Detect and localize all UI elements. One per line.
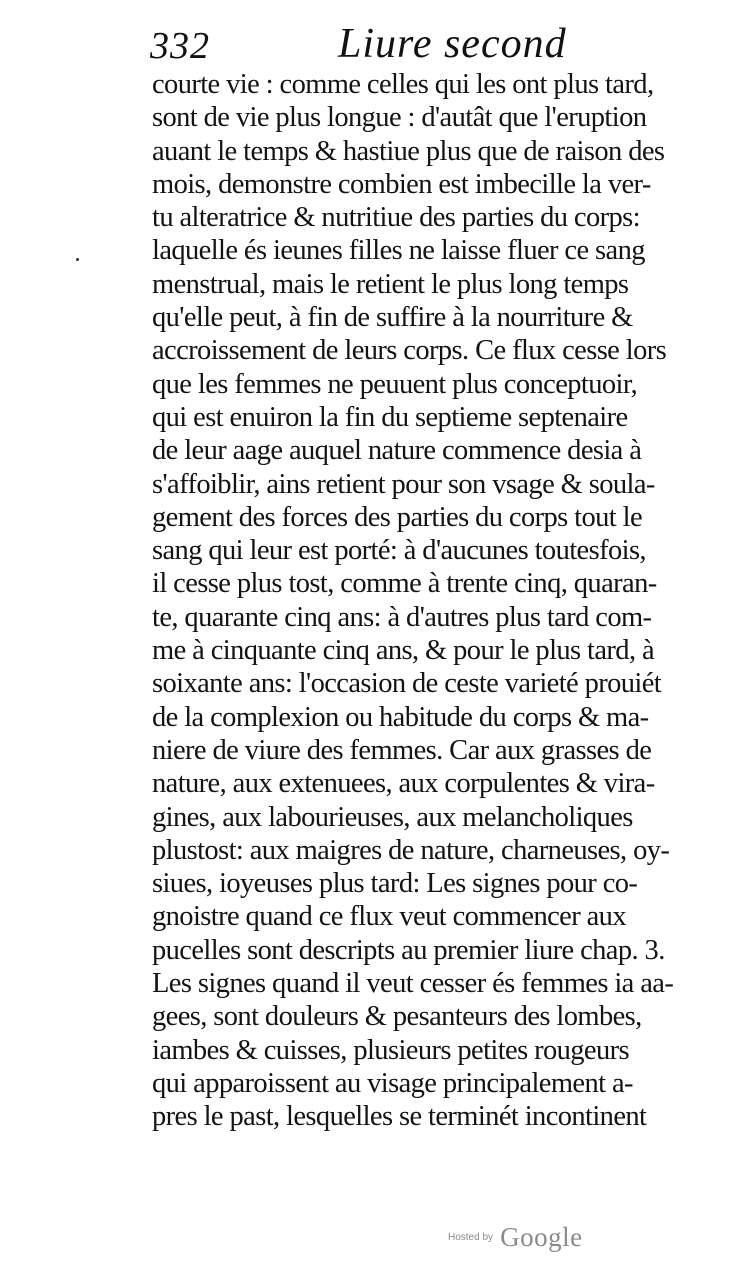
text-line: courte vie : comme celles qui les ont plus tard, <box>152 69 654 100</box>
text-line: accroissement de leurs corps. Ce flux cesse lors <box>152 335 667 367</box>
text-line: gnoistre quand ce flux veut commencer aux <box>152 901 626 933</box>
text-line: gines, aux labourieuses, aux melancholiques <box>152 801 633 833</box>
text-line: que les femmes ne peuuent plus conceptuoir, <box>152 368 638 400</box>
text-line: qui apparoissent au visage principalement a- <box>152 1067 633 1099</box>
text-line: de la complexion ou habitude du corps & ma- <box>152 701 649 733</box>
text-line: plustost: aux maigres de nature, charneuses, oy- <box>152 834 670 866</box>
text-line: qui est enuiron la fin du septieme septenaire <box>152 401 628 433</box>
text-line: nature, aux extenuees, aux corpulentes & vira- <box>152 768 655 800</box>
running-title: Liure second <box>338 21 567 67</box>
page-header <box>150 18 710 70</box>
text-line: laquelle és ieunes filles ne laisse fluer ce sang <box>152 235 645 267</box>
hosted-by-label: Hosted by <box>448 1232 494 1243</box>
text-line: soixante ans: l'occasion de ceste varieté prouiét <box>152 668 662 700</box>
text-line: mois, demonstre combien est imbecille la ver- <box>152 168 651 200</box>
google-watermark <box>448 1222 583 1253</box>
text-line: siues, ioyeuses plus tard: Les signes pour co- <box>152 868 638 900</box>
google-logo: Google <box>500 1222 583 1252</box>
text-line: sont de vie plus longue : d'autât que l'eruption <box>152 102 647 134</box>
text-line: te, quarante cinq ans: à d'autres plus tard com- <box>152 601 652 633</box>
text-line: de leur aage auquel nature commence desia à <box>152 435 642 467</box>
text-line: s'affoiblir, ains retient pour son vsage & soula- <box>152 468 655 500</box>
text-line: qu'elle peut, à fin de suffire à la nourriture & <box>152 302 633 334</box>
text-line: niere de viure des femmes. Car aux grasses de <box>152 734 652 766</box>
text-line: me à cinquante cinq ans, & pour le plus tard, à <box>152 635 655 667</box>
text-line: auant le temps & hastiue plus que de raison des <box>152 135 665 167</box>
text-line: sang qui leur est porté: à d'aucunes toutesfois, <box>152 535 646 567</box>
text-line: Les signes quand il veut cesser és femmes ia aa- <box>152 968 674 1000</box>
text-line: pucelles sont descripts au premier liure chap. 3. <box>152 934 665 966</box>
text-line: gees, sont douleurs & pesanteurs des lombes, <box>152 1001 642 1033</box>
text-line: iambes & cuisses, plusieurs petites rougeurs <box>152 1034 630 1066</box>
text-line: gement des forces des parties du corps tout le <box>152 501 642 533</box>
page-number: 332 <box>150 25 210 67</box>
body-text <box>152 68 712 1134</box>
text-line: menstrual, mais le retient le plus long temps <box>152 268 629 300</box>
text-line: il cesse plus tost, comme à trente cinq, quaran- <box>152 568 657 600</box>
ink-speck <box>76 258 79 261</box>
text-line: tu alteratrice & nutritiue des parties du corps: <box>152 202 640 234</box>
text-line: pres le past, lesquelles se terminét incontinent <box>152 1101 647 1133</box>
